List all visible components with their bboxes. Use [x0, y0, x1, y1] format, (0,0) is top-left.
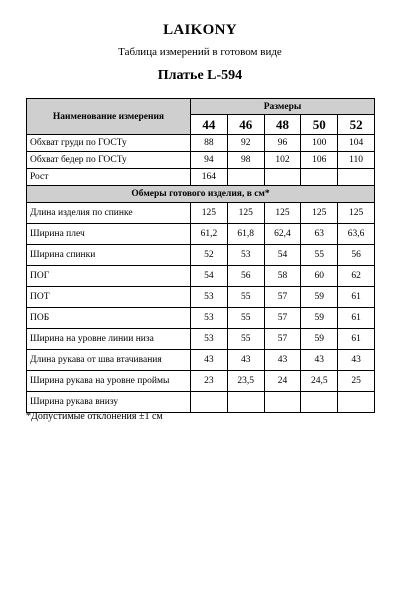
measurement-label: ПОГ [27, 266, 191, 287]
measurement-value: 55 [227, 329, 264, 350]
model-title: Платье L-594 [157, 68, 243, 83]
measurement-value: 98 [227, 152, 264, 169]
measurement-value: 61 [338, 308, 375, 329]
table-row [27, 203, 375, 224]
table-row [27, 224, 375, 245]
measurement-value: 61 [338, 329, 375, 350]
measurement-label: Длина рукава от шва втачивания [27, 350, 191, 371]
measurement-value: 52 [191, 245, 228, 266]
measurement-value: 61,8 [227, 224, 264, 245]
table-row [27, 329, 375, 350]
measurement-value: 24 [264, 371, 301, 392]
measurement-value: 53 [191, 308, 228, 329]
measurement-value: 96 [264, 135, 301, 152]
measurement-value [191, 392, 228, 413]
table-row [27, 245, 375, 266]
brand-name: LAIKONY [163, 22, 237, 38]
measurement-value: 56 [227, 266, 264, 287]
measurement-value: 62 [338, 266, 375, 287]
measurement-value: 43 [338, 350, 375, 371]
measurement-value: 43 [191, 350, 228, 371]
size-header-cell: 44 [191, 115, 228, 135]
measurement-value: 58 [264, 266, 301, 287]
table-row [27, 371, 375, 392]
size-table-header [27, 99, 375, 135]
measurement-value [264, 169, 301, 186]
size-table-body [27, 135, 375, 413]
measurement-value: 125 [264, 203, 301, 224]
measurement-value: 43 [227, 350, 264, 371]
table-row [27, 135, 375, 152]
measurement-label: ПОБ [27, 308, 191, 329]
measurement-value: 55 [301, 245, 338, 266]
measurement-value: 55 [227, 287, 264, 308]
measurement-value: 57 [264, 287, 301, 308]
measurement-value: 43 [264, 350, 301, 371]
size-header-cell: 46 [227, 115, 264, 135]
measurement-label: Ширина на уровне линии низа [27, 329, 191, 350]
tolerance-note: *Допустимые отклонения ±1 см [26, 411, 163, 422]
measurement-label: ПОТ [27, 287, 191, 308]
size-header-cell: 48 [264, 115, 301, 135]
measurement-value: 59 [301, 308, 338, 329]
table-row [27, 169, 375, 186]
measurement-value: 125 [191, 203, 228, 224]
size-table [26, 98, 375, 413]
measurement-name-header: Наименование измерения [27, 99, 191, 135]
measurement-value: 100 [301, 135, 338, 152]
measurement-value: 53 [227, 245, 264, 266]
measurement-value: 59 [301, 287, 338, 308]
measurement-value: 23 [191, 371, 228, 392]
size-header-cell: 50 [301, 115, 338, 135]
measurement-value: 53 [191, 329, 228, 350]
measurement-value [264, 392, 301, 413]
size-header-cell: 52 [338, 115, 375, 135]
measurement-label: Ширина спинки [27, 245, 191, 266]
measurement-value: 125 [227, 203, 264, 224]
measurement-value: 63 [301, 224, 338, 245]
table-row [27, 152, 375, 169]
measurement-label: Обхват бедер по ГОСТу [27, 152, 191, 169]
measurement-value [338, 169, 375, 186]
measurement-value: 23,5 [227, 371, 264, 392]
measurement-value [301, 392, 338, 413]
measurement-value: 60 [301, 266, 338, 287]
section-row [27, 186, 375, 203]
measurement-value: 125 [301, 203, 338, 224]
table-row [27, 350, 375, 371]
measurement-value: 62,4 [264, 224, 301, 245]
measurement-value: 43 [301, 350, 338, 371]
measurement-value: 25 [338, 371, 375, 392]
measurement-value [227, 392, 264, 413]
measurement-value: 61,2 [191, 224, 228, 245]
measurement-value: 54 [264, 245, 301, 266]
table-row [27, 308, 375, 329]
table-row [27, 287, 375, 308]
measurement-value: 61 [338, 287, 375, 308]
measurement-value [338, 392, 375, 413]
measurement-value: 24,5 [301, 371, 338, 392]
measurement-label: Ширина рукава на уровне проймы [27, 371, 191, 392]
document-subtitle: Таблица измерений в готовом виде [118, 46, 282, 58]
measurement-value: 104 [338, 135, 375, 152]
measurement-label: Длина изделия по спинке [27, 203, 191, 224]
measurement-value: 110 [338, 152, 375, 169]
measurement-value: 56 [338, 245, 375, 266]
section-title: Обмеры готового изделия, в см* [27, 186, 375, 203]
measurement-value [301, 169, 338, 186]
measurement-value: 94 [191, 152, 228, 169]
measurement-value: 102 [264, 152, 301, 169]
measurement-value: 53 [191, 287, 228, 308]
sizes-header: Размеры [191, 99, 375, 115]
measurement-value: 55 [227, 308, 264, 329]
measurement-value: 59 [301, 329, 338, 350]
measurement-value: 106 [301, 152, 338, 169]
measurement-label: Ширина плеч [27, 224, 191, 245]
measurement-label: Рост [27, 169, 191, 186]
measurement-value [227, 169, 264, 186]
table-row [27, 266, 375, 287]
table-row [27, 392, 375, 413]
measurement-label: Ширина рукава внизу [27, 392, 191, 413]
measurement-value: 63,6 [338, 224, 375, 245]
measurement-value: 88 [191, 135, 228, 152]
measurement-value: 125 [338, 203, 375, 224]
measurement-value: 164 [191, 169, 228, 186]
measurement-value: 54 [191, 266, 228, 287]
measurement-value: 57 [264, 329, 301, 350]
measurement-label: Обхват груди по ГОСТу [27, 135, 191, 152]
measurement-value: 57 [264, 308, 301, 329]
measurement-value: 92 [227, 135, 264, 152]
